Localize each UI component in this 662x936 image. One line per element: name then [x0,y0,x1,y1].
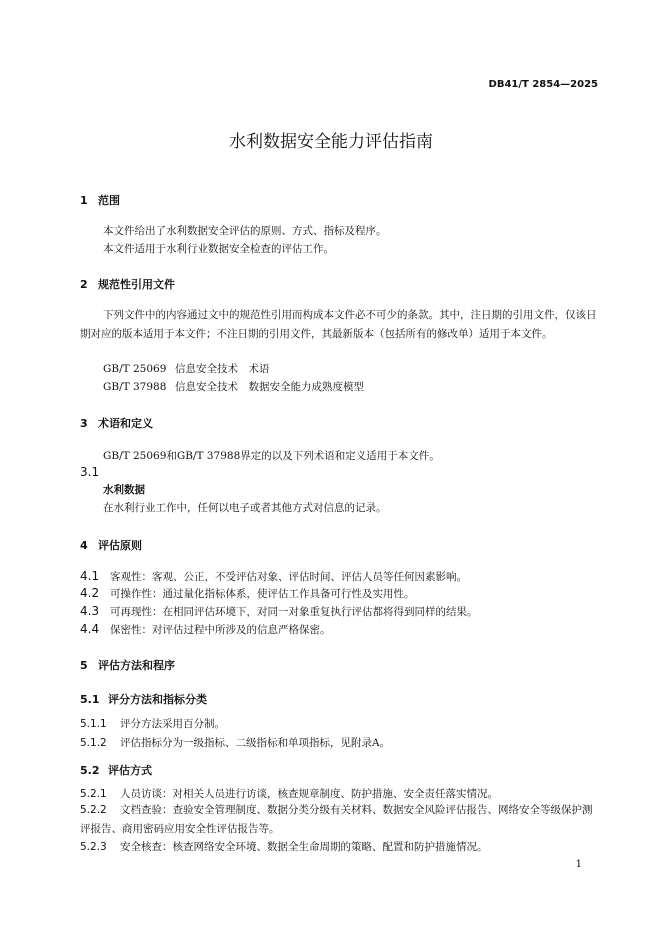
section-1-heading [80,192,120,208]
subsection-5-1-heading [80,691,207,707]
paragraph: 本文件适用于水利行业数据安全检查的评估工作。 [103,243,334,255]
principle-item: 4.4 保密性：对评估过程中所涉及的信息严格保密。 [80,622,331,636]
term-number: 3.1 [80,465,100,479]
clause-item: 5.2.1 人员访谈：对相关人员进行访谈，核查规章制度、防护措施、安全责任落实情况。 [80,788,498,800]
document-number: DB41/T 2854—2025 [488,79,598,90]
section-title: 评估原则 [98,539,142,552]
subsection-title: 评估方式 [108,764,152,777]
clause-item: 5.2.2 文档查验：查验安全管理制度、数据分类分级有关材料、数据安全风险评估报告、网络安全等级保护测评报告、商用密码应用安全性评估报告等。 [80,804,593,835]
section-5-heading [80,657,175,673]
reference-title: 信息安全技术 数据安全能力成熟度模型 [175,381,364,393]
section-title: 术语和定义 [98,417,153,430]
subsection-title: 评分方法和指标分类 [108,693,207,706]
section-title: 评估方法和程序 [98,659,175,672]
section-4-heading [80,537,142,553]
section-title: 范围 [98,194,120,207]
section-number: 5 [80,659,88,672]
subsection-5-2-heading [80,762,152,778]
section-number: 2 [80,278,88,291]
paragraph: 下列文件中的内容通过文中的规范性引用而构成本文件必不可少的条款。其中，注日期的引用文件，仅该日期对应的版本适用于本文件；不注日期的引用文件，其最新版本（包括所有的修改单）适用于本文件。 [80,309,597,340]
reference-title: 信息安全技术 术语 [175,363,270,375]
principle-item: 4.1 客观性：客观、公正，不受评估对象、评估时间、评估人员等任何因素影响。 [80,569,467,583]
section-number: 4 [80,539,88,552]
paragraph: 本文件给出了水利数据安全评估的原则、方式、指标及程序。 [103,225,387,237]
term-definition: 在水利行业工作中，任何以电子或者其他方式对信息的记录。 [103,502,387,514]
document-title: 水利数据安全能力评估指南 [229,132,433,152]
subsection-number: 5.2 [80,764,100,777]
principle-item: 4.2 可操作性：通过量化指标体系，使评估工作具备可行性及实用性。 [80,586,415,600]
section-2-heading [80,276,175,292]
clause-item: 5.1.2 评估指标分为一级指标、二级指标和单项指标，见附录A。 [80,737,391,749]
section-title: 规范性引用文件 [98,278,175,291]
clause-item: 5.2.3 安全核查：核查网络安全环境、数据全生命周期的策略、配置和防护措施情况。 [80,841,488,853]
reference-code: GB/T 37988 [103,381,167,393]
page-number: 1 [575,859,582,870]
section-number: 3 [80,417,88,430]
subsection-number: 5.1 [80,693,100,706]
reference-item [103,361,270,376]
section-number: 1 [80,194,88,207]
reference-code: GB/T 25069 [103,363,167,375]
principle-item: 4.3 可再现性：在相同评估环境下，对同一对象重复执行评估都将得到同样的结果。 [80,604,478,618]
clause-item: 5.1.1 评分方法采用百分制。 [80,718,225,730]
paragraph: GB/T 25069和GB/T 37988界定的以及下列术语和定义适用于本文件。 [103,450,440,462]
section-3-heading [80,415,153,431]
reference-item [103,379,364,394]
term-name: 水利数据 [103,484,145,496]
